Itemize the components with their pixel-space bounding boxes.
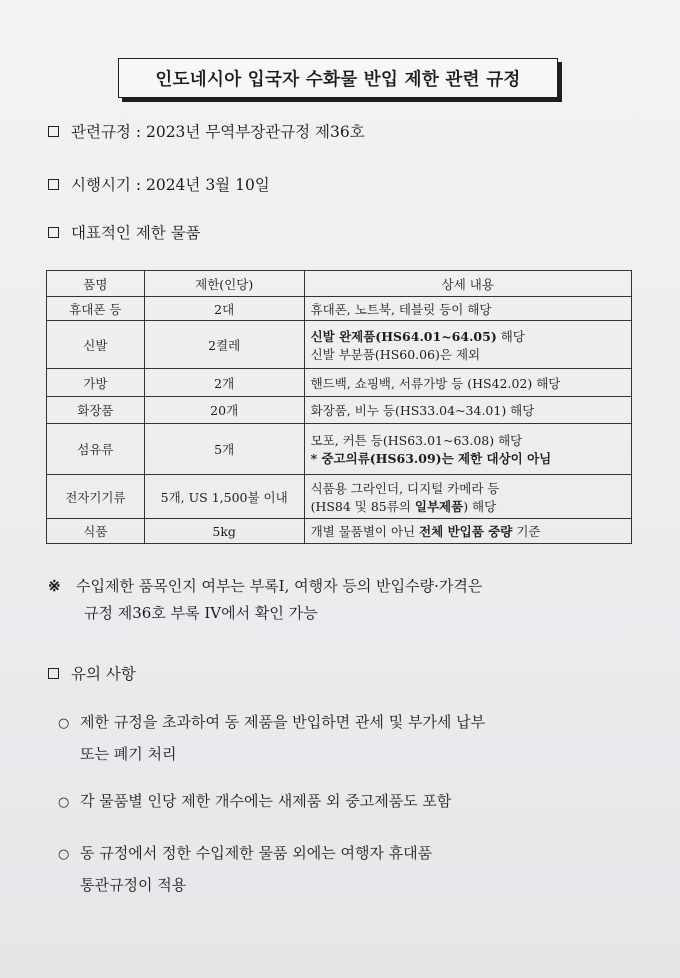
detail-cell: 휴대폰, 노트북, 테블릿 등이 해당 (304, 297, 631, 321)
table-header-row (47, 271, 632, 297)
effective-date-text: 시행시기 : 2024년 3월 10일 (71, 176, 270, 194)
list-item (58, 786, 451, 818)
circle-bullet-icon: ○ (58, 716, 70, 731)
item-cell: 화장품 (47, 397, 145, 424)
bullet-text: 각 물품별 인당 제한 개수에는 새제품 외 중고제품도 포함 (80, 792, 452, 810)
detail-text: 기준 (512, 524, 541, 539)
checkbox-square-icon (48, 227, 59, 238)
note-text: 규정 제36호 부록 IV에서 확인 가능 (84, 604, 318, 622)
bullet-text: 통관규정이 적용 (80, 876, 187, 894)
detail-cell: 화장품, 비누 등(HS33.04~34.01) 해당 (304, 397, 631, 424)
table-row (47, 369, 632, 397)
table-row (47, 321, 632, 369)
table-row (47, 424, 632, 475)
caution-header (48, 662, 136, 684)
detail-cell (304, 519, 631, 544)
note-text: 수입제한 품목인지 여부는 부록I, 여행자 등의 반입수량·가격은 (76, 577, 483, 595)
header-limit: 제한(인당) (144, 271, 304, 297)
detail-text: 개별 물품별이 아닌 (310, 524, 420, 539)
limit-cell: 2대 (144, 297, 304, 321)
restricted-items-header (48, 221, 201, 243)
detail-text: ) 해당 (463, 498, 497, 514)
detail-bold-text: 신발 완제품(HS64.01~64.05) (310, 328, 497, 344)
header-detail: 상세 내용 (304, 271, 631, 297)
limit-cell: 20개 (144, 397, 304, 424)
item-cell: 신발 (47, 321, 145, 369)
item-cell: 가방 (47, 369, 145, 397)
limit-cell: 5kg (144, 519, 304, 544)
regulation-line (48, 120, 365, 142)
restriction-table (46, 270, 632, 544)
checkbox-square-icon (48, 179, 59, 190)
detail-text: 식품용 그라인더, 디지털 카메라 등 (310, 480, 500, 496)
bullet-text: 동 규정에서 정한 수입제한 물품 외에는 여행자 휴대품 (80, 844, 433, 862)
checkbox-square-icon (48, 668, 59, 679)
table-row (47, 297, 632, 321)
detail-cell (304, 424, 631, 475)
detail-bold-text: * 중고의류(HS63.09)는 제한 대상이 아님 (310, 451, 552, 466)
limit-cell: 2개 (144, 369, 304, 397)
reference-note (48, 573, 482, 627)
caution-title: 유의 사항 (71, 665, 136, 683)
circle-bullet-icon: ○ (58, 795, 70, 810)
bullet-text: 또는 폐기 처리 (80, 745, 177, 763)
table-row (47, 397, 632, 424)
detail-text: (HS84 및 85류의 (310, 498, 415, 514)
detail-bold-text: 일부제품 (414, 498, 464, 514)
item-cell: 휴대폰 등 (47, 297, 145, 321)
header-item: 품명 (47, 271, 145, 297)
limit-cell: 5개 (144, 424, 304, 475)
list-item (58, 707, 485, 769)
item-cell: 섬유류 (47, 424, 145, 475)
reference-mark-icon: ※ (48, 577, 61, 595)
list-item (58, 838, 432, 900)
detail-text: 모포, 커튼 등(HS63.01~63.08) 해당 (310, 433, 523, 448)
checkbox-square-icon (48, 126, 59, 137)
detail-cell: 핸드백, 쇼핑백, 서류가방 등 (HS42.02) 해당 (304, 369, 631, 397)
effective-date-line (48, 173, 270, 195)
limit-cell: 2켤레 (144, 321, 304, 369)
detail-cell (304, 321, 631, 369)
table-row (47, 475, 632, 519)
limit-cell: 5개, US 1,500불 이내 (144, 475, 304, 519)
detail-cell (304, 475, 631, 519)
detail-bold-text: 전체 반입품 중량 (419, 524, 513, 539)
circle-bullet-icon: ○ (58, 847, 70, 862)
detail-text: 신발 부분품(HS60.06)은 제외 (310, 346, 481, 362)
bullet-text: 제한 규정을 초과하여 동 제품을 반입하면 관세 및 부가세 납부 (80, 713, 486, 731)
table-row (47, 519, 632, 544)
page-title: 인도네시아 입국자 수화물 반입 제한 관련 규정 (118, 58, 558, 98)
detail-text: 해당 (496, 328, 525, 344)
restricted-items-title: 대표적인 제한 물품 (71, 224, 201, 242)
item-cell: 전자기기류 (47, 475, 145, 519)
item-cell: 식품 (47, 519, 145, 544)
regulation-text: 관련규정 : 2023년 무역부장관규정 제36호 (71, 123, 365, 141)
